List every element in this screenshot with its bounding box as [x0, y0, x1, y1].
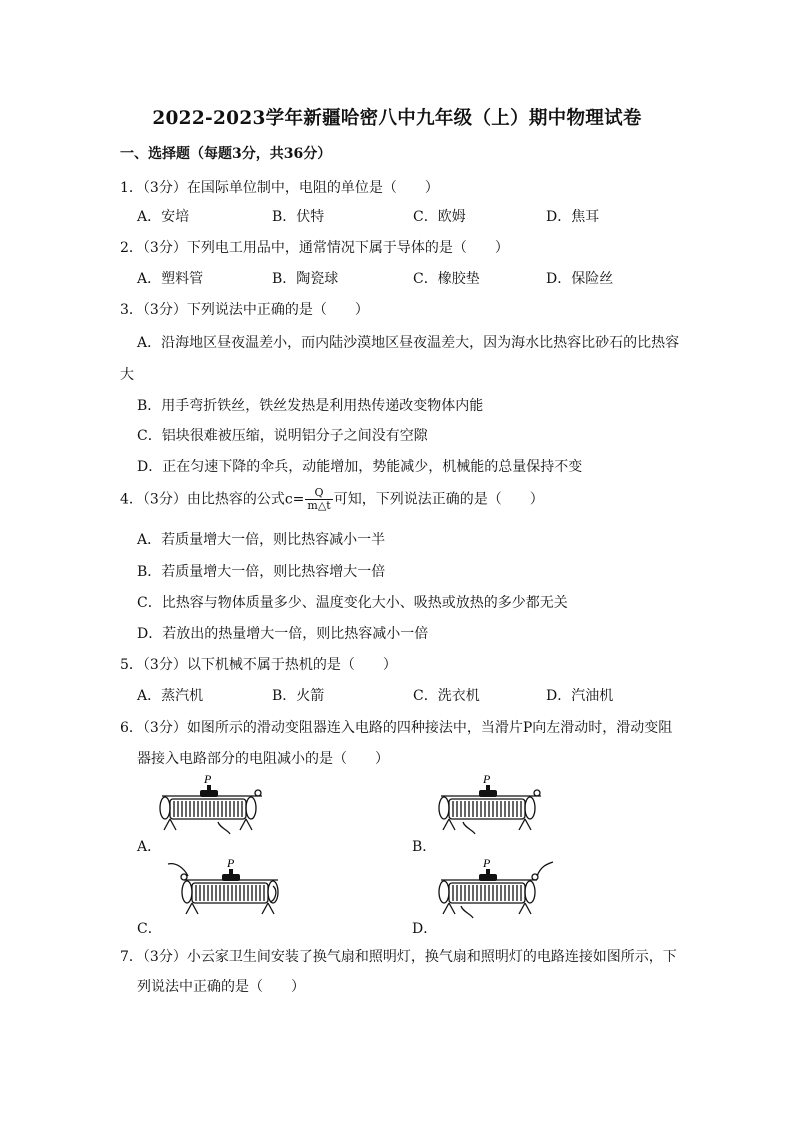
q4-option-c[interactable]: C．比热容与物体质量多少、温度变化大小、吸热或放热的多少都无关 — [137, 595, 568, 611]
question-5-stem: 5．（3分）以下机械不属于热机的是（ ） — [120, 657, 397, 673]
q6-option-c[interactable]: C． — [137, 921, 162, 937]
rheostat-figure-a[interactable] — [158, 772, 268, 836]
q4-option-b[interactable]: B．若质量增大一倍，则比热容增大一倍 — [137, 564, 386, 580]
q4-stem-suffix: 可知，下列说法正确的是（ ） — [333, 491, 544, 508]
q1-option-c[interactable]: C．欧姆 — [413, 209, 466, 225]
rheostat-figure-d[interactable] — [437, 856, 555, 920]
formula-denominator: m△t — [307, 499, 331, 512]
formula-numerator: Q — [305, 487, 332, 500]
slider-p-label-c: P — [227, 856, 235, 870]
question-2-stem: 2．（3分）下列电工用品中，通常情况下属于导体的是（ ） — [120, 240, 509, 256]
q2-option-b[interactable]: B．陶瓷球 — [272, 271, 339, 287]
q1-option-b[interactable]: B．伏特 — [272, 209, 325, 225]
q5-option-a[interactable]: A．蒸汽机 — [137, 688, 204, 704]
q3-option-d[interactable]: D．正在匀速下降的伞兵，动能增加，势能减少，机械能的总量保持不变 — [137, 459, 583, 475]
q3-option-c[interactable]: C．铝块很难被压缩，说明铝分子之间没有空隙 — [137, 428, 428, 444]
q5-option-d[interactable]: D．汽油机 — [546, 688, 614, 704]
q1-option-a[interactable]: A．安培 — [137, 209, 190, 225]
question-7-stem-line-1: 7．（3分）小云家卫生间安装了换气扇和照明灯，换气扇和照明灯的电路连接如图所示，下 — [120, 949, 677, 965]
page-title: 2022-2023学年新疆哈密八中九年级（上）期中物理试卷 — [152, 108, 642, 129]
slider-p-label-d: P — [483, 856, 491, 870]
heat-capacity-formula — [305, 487, 332, 512]
slider-p-label-a: P — [204, 772, 212, 786]
question-3-stem: 3．（3分）下列说法中正确的是（ ） — [120, 302, 369, 318]
question-1-stem: 1．（3分）在国际单位制中，电阻的单位是（ ） — [120, 180, 439, 196]
rheostat-figure-c[interactable] — [166, 856, 284, 920]
slider-p-label-b: P — [483, 772, 491, 786]
rheostat-figure-b[interactable] — [437, 772, 547, 836]
question-6-stem-line-2: 器接入电路部分的电阻减小的是（ ） — [137, 751, 389, 767]
q2-option-c[interactable]: C．橡胶垫 — [413, 271, 480, 287]
q3-option-a-continued: 大 — [120, 367, 134, 383]
q4-stem-prefix: 4．（3分）由比热容的公式c= — [120, 491, 305, 508]
q4-option-a[interactable]: A．若质量增大一倍，则比热容减小一半 — [137, 532, 386, 548]
section-heading: 一、选择题（每题3分，共36分） — [120, 146, 332, 162]
q6-option-d[interactable]: D． — [412, 921, 438, 937]
q2-option-d[interactable]: D．保险丝 — [546, 271, 614, 287]
q3-option-b[interactable]: B．用手弯折铁丝，铁丝发热是利用热传递改变物体内能 — [137, 398, 484, 414]
question-7-stem-line-2: 列说法中正确的是（ ） — [137, 979, 305, 995]
q1-option-d[interactable]: D．焦耳 — [546, 209, 600, 225]
q3-option-a[interactable]: A．沿海地区昼夜温差小，而内陆沙漠地区昼夜温差大，因为海水比热容比砂石的比热容 — [137, 335, 680, 351]
q6-option-a[interactable]: A． — [137, 839, 162, 855]
q4-option-d[interactable]: D．若放出的热量增大一倍，则比热容减小一倍 — [137, 626, 429, 642]
q5-option-c[interactable]: C．洗衣机 — [413, 688, 480, 704]
question-4-stem — [120, 487, 544, 512]
question-6-stem-line-1: 6．（3分）如图所示的滑动变阻器连入电路的四种接法中，当滑片P向左滑动时，滑动变阻 — [120, 720, 673, 736]
q6-option-b[interactable]: B． — [412, 839, 437, 855]
q2-option-a[interactable]: A．塑料管 — [137, 271, 204, 287]
q5-option-b[interactable]: B．火箭 — [272, 688, 325, 704]
